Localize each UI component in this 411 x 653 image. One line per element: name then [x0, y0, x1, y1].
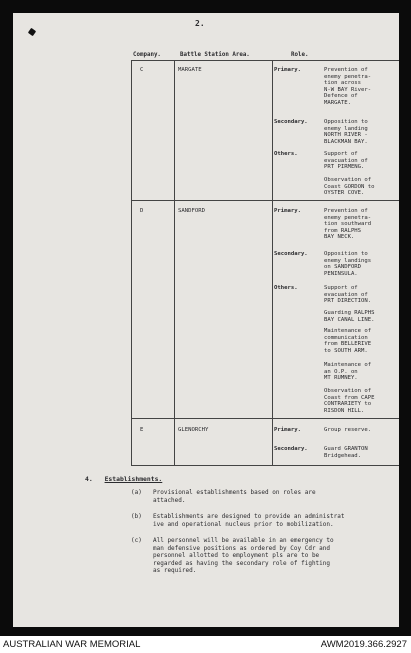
role-label: Secondary.: [274, 119, 308, 125]
table-bottom-rule: [131, 465, 399, 466]
role-text: Support of evacuation of PRT DIRECTION.: [324, 285, 372, 305]
role-text: Guarding RALPHS BAY CANAL LINE.: [324, 310, 375, 323]
role-text: Maintenance of communication from BELLERIVE to SOUTH ARM.: [324, 328, 372, 354]
company-cell: C: [140, 67, 144, 73]
company-cell: E: [140, 427, 144, 433]
role-text: Guard GRANTON Bridgehead.: [324, 446, 368, 459]
role-label: Secondary.: [274, 446, 308, 452]
footer-credit: AUSTRALIAN WAR MEMORIAL: [3, 639, 141, 650]
role-label: Others.: [274, 285, 298, 291]
role-text: Opposition to enemy landings on SANDFORD PENINSULA.: [324, 251, 372, 277]
section-number: 4.: [85, 475, 93, 483]
header-role: Role.: [291, 52, 309, 58]
row-divider: [131, 418, 399, 419]
column-rule: [131, 60, 132, 465]
paragraph-label: (c): [131, 537, 142, 544]
paragraph-text: Provisional establishments based on roles are attached.: [153, 489, 316, 504]
header-area: Battle Station Area.: [180, 52, 250, 58]
role-text: Prevention of enemy penetra- tion across N-W BAY River- Defence of MARGATE.: [324, 67, 372, 106]
row-divider: [131, 200, 399, 201]
header-rule: [131, 60, 399, 61]
paragraph-text: All personnel will be available in an emergency to man defensive positions as ordered by Coy Cdr and personnel allotted to employment pls are to be regarded as having the secondary role of fighting as required.: [153, 537, 334, 575]
area-cell: GLENORCHY: [178, 427, 209, 433]
footer-accession-number: AWM2019.366.2927: [320, 639, 407, 650]
role-label: Primary.: [274, 427, 301, 433]
role-text: Opposition to enemy landing NORTH RIVER - BLACKMAN BAY.: [324, 119, 368, 145]
role-label: Others.: [274, 151, 298, 157]
role-text: Prevention of enemy penetra- tion southward from RALPHS BAY NECK.: [324, 208, 372, 241]
page-number: 2.: [195, 19, 205, 28]
role-text: Support of evacuation of PRT PIRMENG.: [324, 151, 368, 171]
paragraph-text: Establishments are designed to provide an administrat ive and operational nucleus prior to mobilization.: [153, 513, 345, 528]
paragraph-label: (a): [131, 489, 142, 496]
header-company: Company.: [133, 52, 161, 58]
footer-bar: [0, 636, 411, 653]
company-cell: D: [140, 208, 144, 214]
role-text: Observation of Coast from CAPE CONTRARIETY to RISDON HILL.: [324, 388, 375, 414]
area-cell: SANDFORD: [178, 208, 205, 214]
role-text: Group reserve.: [324, 427, 372, 433]
section-title: Establishments.: [104, 475, 163, 483]
role-text: Observation of Coast GORDON to OYSTER COVE.: [324, 177, 375, 197]
role-label: Secondary.: [274, 251, 308, 257]
section-heading: [85, 475, 162, 483]
column-rule: [272, 60, 273, 465]
role-text: Maintenance of an O.P. on MT RUMNEY.: [324, 362, 372, 382]
column-rule: [174, 60, 175, 465]
role-label: Primary.: [274, 208, 301, 214]
role-label: Primary.: [274, 67, 301, 73]
area-cell: MARGATE: [178, 67, 202, 73]
paragraph-label: (b): [131, 513, 142, 520]
